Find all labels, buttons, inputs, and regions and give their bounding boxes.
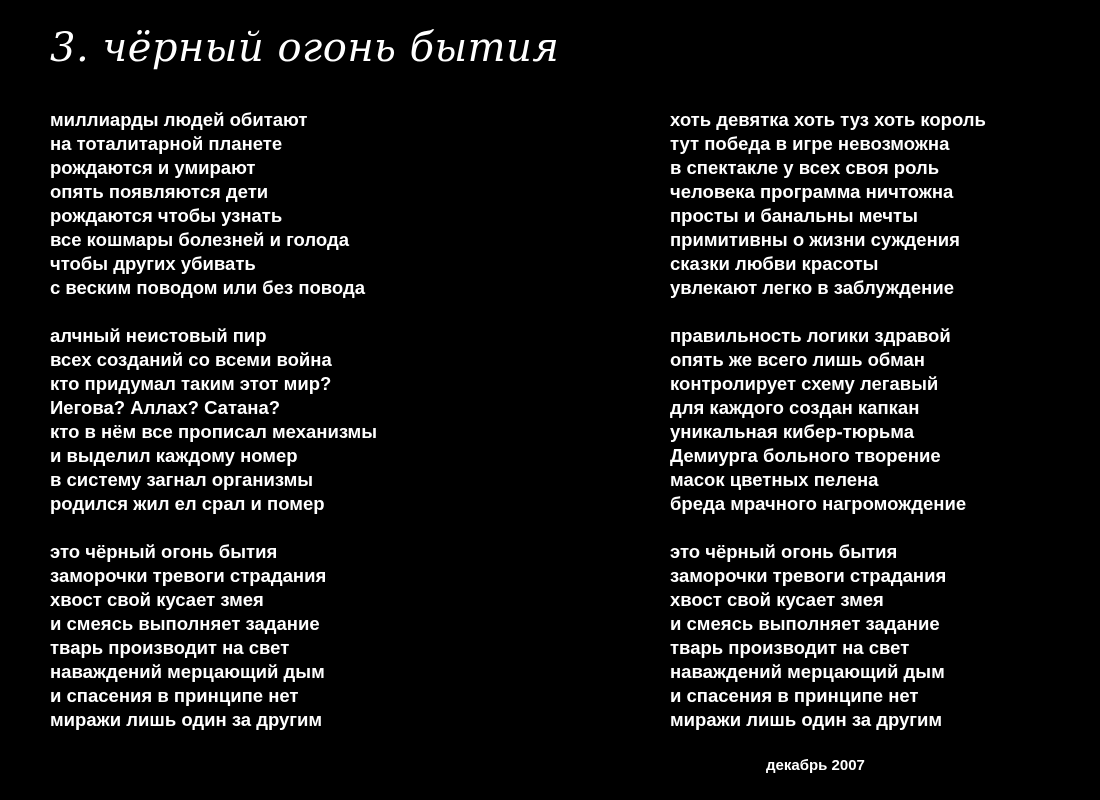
poem-line: бреда мрачного нагромождение <box>670 493 967 514</box>
poem-line: опять же всего лишь обман <box>670 349 925 370</box>
poem-line: человека программа ничтожна <box>670 181 954 202</box>
poem-line: увлекают легко в заблуждение <box>670 277 954 298</box>
poem-line: правильность логики здравой <box>670 325 951 346</box>
stanza <box>670 108 1100 300</box>
poem-line: и спасения в принципе нет <box>670 685 919 706</box>
poem-line: рождаются чтобы узнать <box>50 205 283 226</box>
poem-line: заморочки тревоги страдания <box>50 565 327 586</box>
poem-line: и выделил каждому номер <box>50 445 298 466</box>
stanza <box>50 540 490 732</box>
poem-line: тут победа в игре невозможна <box>670 133 950 154</box>
poem-line: с веским поводом или без повода <box>50 277 366 298</box>
date-signature: декабрь 2007 <box>766 757 865 774</box>
poem-line: примитивны о жизни суждения <box>670 229 960 250</box>
poem-line: тварь производит на свет <box>50 637 290 658</box>
poem-line: опять появляются дети <box>50 181 269 202</box>
poem-line: кто в нём все прописал механизмы <box>50 421 378 442</box>
poem-line: миражи лишь один за другим <box>670 709 943 730</box>
right-column <box>670 108 1100 756</box>
poem-line: Иегова? Аллах? Сатана? <box>50 397 281 418</box>
poem-line: на тоталитарной планете <box>50 133 283 154</box>
poem-line: хвост свой кусает змея <box>50 589 264 610</box>
poem-line: уникальная кибер-тюрьма <box>670 421 914 442</box>
poem-line: просты и банальны мечты <box>670 205 918 226</box>
poem-line: всех созданий со всеми война <box>50 349 332 370</box>
poem-line: кто придумал таким этот мир? <box>50 373 332 394</box>
poem-line: в систему загнал организмы <box>50 469 314 490</box>
poem-title: 3. чёрный огонь бытия <box>50 25 560 71</box>
poem-line: миражи лишь один за другим <box>50 709 323 730</box>
poem-line: Демиурга больного творение <box>670 445 941 466</box>
poem-line: заморочки тревоги страдания <box>670 565 947 586</box>
stanza <box>670 540 1100 732</box>
poem-line: родился жил ел срал и помер <box>50 493 325 514</box>
poem-line: сказки любви красоты <box>670 253 879 274</box>
poem-line: рождаются и умирают <box>50 157 256 178</box>
stanza <box>50 108 490 300</box>
poem-line: в спектакле у всех своя роль <box>670 157 940 178</box>
poem-line: тварь производит на свет <box>670 637 910 658</box>
poem-line: для каждого создан капкан <box>670 397 920 418</box>
poem-line: масок цветных пелена <box>670 469 879 490</box>
poem-line: миллиарды людей обитают <box>50 109 308 130</box>
poem-line: хоть девятка хоть туз хоть король <box>670 109 986 130</box>
stanza <box>50 324 490 516</box>
poem-line: наваждений мерцающий дым <box>50 661 325 682</box>
poem-line: все кошмары болезней и голода <box>50 229 349 250</box>
left-column <box>50 108 490 756</box>
poem-line: контролирует схему легавый <box>670 373 939 394</box>
poem-line: и смеясь выполняет задание <box>50 613 320 634</box>
poem-line: хвост свой кусает змея <box>670 589 884 610</box>
poem-line: алчный неистовый пир <box>50 325 267 346</box>
poem-line: и смеясь выполняет задание <box>670 613 940 634</box>
poem-line: чтобы других убивать <box>50 253 256 274</box>
stanza <box>670 324 1100 516</box>
poem-line: это чёрный огонь бытия <box>670 541 898 562</box>
poem-line: и спасения в принципе нет <box>50 685 299 706</box>
poem-line: это чёрный огонь бытия <box>50 541 278 562</box>
poem-line: наваждений мерцающий дым <box>670 661 945 682</box>
